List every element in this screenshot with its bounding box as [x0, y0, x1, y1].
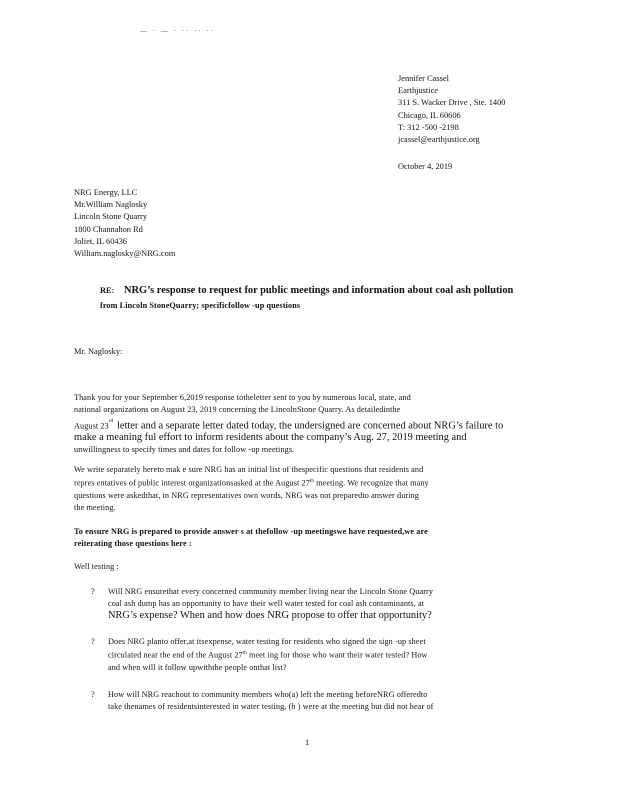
b1-line-1: Will NRG ensurethat every concerned community member living near the Lincoln Stone Quarry	[108, 587, 434, 596]
b2-line-3: and when will it follow upwiththe people onthat list?	[108, 662, 287, 672]
sender-phone: T: 312 -500 -2198	[398, 122, 459, 132]
p1-line-4: make a meaning ful effort to inform residents about the company’s Aug. 27, 2019 meeting and	[74, 432, 467, 444]
recipient-site: Lincoln Stone Quarry	[74, 212, 148, 222]
recipient-block	[74, 187, 175, 260]
sender-org: Earthjustice	[398, 86, 438, 96]
b2-line-2: circulated near the end of the August 27	[108, 650, 243, 660]
b3-line-2: take thenames of residentsinterested in water testing, (b ) were at the meeting but did not hear of	[108, 702, 434, 711]
subject-line-1: NRG’s response to request for public meetings and information about coal ash pollution	[124, 285, 514, 296]
p2-line-2-tail: meeting. We recognize that many	[316, 478, 429, 488]
p1-august: August 23	[74, 421, 109, 431]
bullet-mark-2: ?	[91, 637, 95, 646]
recipient-city: Joliet, IL 60436	[74, 236, 127, 246]
sender-name: Jennifer Cassel	[398, 74, 449, 83]
p3-line-2: reiterating those questions here :	[74, 539, 192, 548]
p2-sup: th	[309, 479, 315, 484]
p2-line-1: We write separately hereto mak e sure NRG has an initial list of thespecific questions that residents and	[74, 465, 424, 474]
paragraph-1	[74, 392, 544, 456]
page-number: 1	[305, 738, 310, 747]
recipient-person: Mr.William Naglosky	[74, 200, 148, 210]
bullet-item-1	[108, 586, 548, 622]
section-heading-well-testing: Well testing :	[74, 562, 119, 571]
b1-line-3: NRG’s expense? When and how does NRG propose to offer that opportunity?	[108, 610, 432, 621]
paragraph-2	[74, 464, 544, 514]
p3-line-1: To ensure NRG is prepared to provide answer s at thefollow -up meetingswe have requested,we are	[74, 527, 428, 536]
bullet-item-2	[108, 636, 548, 674]
bullet-mark-1: ?	[91, 587, 95, 596]
p1-line-1: Thank you for your September 6,2019 response totheletter sent to you by numerous local, state, and	[74, 393, 411, 402]
bullet-item-3	[108, 689, 548, 713]
p1-line-5: unwillingness to specify times and dates for follow -up meetings.	[74, 445, 295, 455]
p2-line-3: questions were askedthat, in NRG representatives own words, NRG was not preparedto answer during	[74, 490, 419, 500]
p2-line-2: repres entatives of public interest organizationsasked at the August 27	[74, 478, 310, 488]
p1-line-3: letter and a separate letter dated today, the undersigned are concerned about NRG’s failure to	[116, 420, 504, 432]
b2-line-2-tail: meet ing for those who want their water tested? How	[248, 650, 428, 660]
letter-date: October 4, 2019	[398, 162, 453, 171]
sender-email: jcassel@earthjustice.org	[398, 135, 480, 145]
p2-line-4: the meeting.	[74, 502, 116, 512]
salutation: Mr. Naglosky:	[74, 347, 123, 356]
paragraph-3	[74, 526, 544, 550]
recipient-company: NRG Energy, LLC	[74, 188, 138, 197]
header-marks: — · — · ·· ·· ··	[140, 27, 216, 35]
subject-line-2: from Lincoln StoneQuarry; specificfollow -up questions	[100, 301, 301, 310]
sender-block	[398, 73, 505, 146]
bullet-mark-3: ?	[91, 690, 95, 699]
b3-line-1: How will NRG reachout to community members who(a) left the meeting beforeNRG offeredto	[108, 690, 428, 699]
recipient-street: 1800 Channahon Rd	[74, 224, 143, 234]
recipient-email: William.naglosky@NRG.com	[74, 249, 176, 259]
b2-line-1: Does NRG planto offer,at itsexpense, water testing for residents who signed the sign -up sheet	[108, 637, 426, 646]
p1-line-2: national organizations on August 23, 2019 concerning the LincolnStone Quarry. As detailedinthe	[74, 405, 401, 414]
sender-city: Chicago, IL 60606	[398, 110, 461, 120]
b1-line-2: coal ash dump has an opportunity to have their well water tested for coal ash contaminants, at	[108, 599, 425, 608]
subject-label: RE:	[100, 286, 115, 295]
p1-sup: rd	[108, 419, 113, 424]
b2-sup: th	[242, 651, 247, 656]
sender-street: 311 S. Wacker Drive , Ste. 1400	[398, 98, 506, 108]
